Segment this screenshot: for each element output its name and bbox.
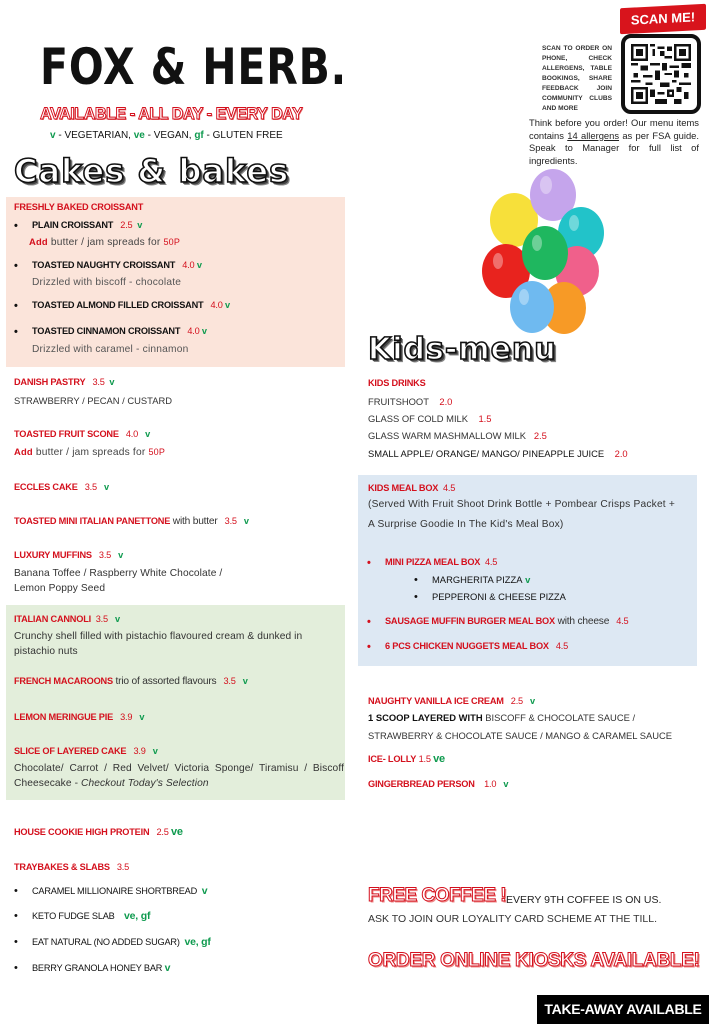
drink-item: FRUITSHOOT 2.0	[368, 396, 453, 407]
availability-banner: AVAILABLE - ALL DAY - EVERY DAY	[40, 104, 303, 123]
legend-v: v	[50, 130, 56, 141]
legend-gf-label: - GLUTEN FREE	[203, 130, 283, 141]
legend-ve-label: - VEGAN,	[144, 130, 195, 141]
scan-description: SCAN TO ORDER ON PHONE, CHECK ALLERGENS, TABLE BOOKINGS, SHARE FEEDBACK JOIN COMMUNITY CLUBS AND MORE	[542, 45, 612, 112]
allergen-count: 14 allergens	[567, 129, 620, 141]
free-coffee-heading: FREE COFFEE !	[368, 885, 507, 906]
menu-item-eccles: ECCLES CAKE 3.5 v	[14, 482, 109, 492]
menu-item-panettone: TOASTED MINI ITALIAN PANETTONE with butter 3.5 v	[14, 516, 249, 527]
drink-item: GLASS OF COLD MILK 1.5	[368, 413, 492, 424]
meal-box-note-2: A Surprise Goodie In The Kid's Meal Box)	[368, 519, 564, 530]
menu-item-macaroons: FRENCH MACAROONS trio of assorted flavours 3.5 v	[14, 676, 248, 687]
menu-item-gingerbread: GINGERBREAD PERSON 1.0 v	[368, 779, 509, 789]
item-note: Chocolate/ Carrot / Red Velvet/ Victoria Sponge/ Tiramisu / Biscoff Cheesecake - Checkout Today's Selection	[14, 763, 344, 789]
croissant-section-title: FRESHLY BAKED CROISSANT	[14, 202, 144, 212]
cakes-heading: Cakes & bakes	[14, 152, 290, 190]
ice-cream-note-1: 1 SCOOP LAYERED WITH BISCOFF & CHOCOLATE SAUCE /	[368, 712, 636, 723]
menu-item-meringue: LEMON MERINGUE PIE 3.9 v	[14, 712, 145, 722]
menu-item-danish: DANISH PASTRY 3.5 v	[14, 377, 115, 387]
scan-me-banner: SCAN ME!	[620, 4, 706, 35]
menu-item-ice-lolly: ICE- LOLLY 1.5 ve	[368, 753, 445, 765]
list-item: • CARAMEL MILLIONAIRE SHORTBREAD v	[32, 885, 207, 897]
menu-item: • TOASTED ALMOND FILLED CROISSANT 4.0 v	[32, 300, 230, 310]
drink-item: GLASS WARM MASHMALLOW MILK 2.5	[368, 430, 547, 441]
menu-item: • TOASTED NAUGHTY CROISSANT 4.0 v	[32, 260, 202, 270]
free-coffee-text: EVERY 9TH COFFEE IS ON US.	[506, 894, 662, 906]
kids-heading: Kids-menu	[368, 332, 557, 367]
item-note: Crunchy shell filled with pistachio flavoured cream & dunked in pistachio nuts	[14, 631, 303, 657]
item-note: Add butter / jam spreads for 50P	[14, 446, 166, 458]
kids-meal-box-title: KIDS MEAL BOX 4.5	[368, 483, 456, 493]
list-item: • EAT NATURAL (NO ADDED SUGAR) ve, gf	[32, 936, 211, 948]
loyalty-text: ASK TO JOIN OUR LOYALITY CARD SCHEME AT THE TILL.	[368, 913, 658, 925]
pizza-option: • PEPPERONI & CHEESE PIZZA	[432, 591, 566, 602]
takeaway-badge: TAKE-AWAY AVAILABLE	[537, 995, 709, 1024]
brand-title: FOX & HERB.	[40, 38, 348, 96]
item-note: STRAWBERRY / PECAN / CUSTARD	[14, 395, 173, 406]
item-note: Banana Toffee / Raspberry White Chocolate / Lemon Poppy Seed	[14, 568, 223, 594]
meal-box-note-1: (Served With Fruit Shoot Drink Bottle + Pombear Crisps Packet +	[368, 499, 676, 510]
menu-item-cookie: HOUSE COOKIE HIGH PROTEIN 2.5 ve	[14, 826, 183, 838]
qr-code-icon	[631, 44, 691, 104]
allergen-note: Think before you order! Our menu items contains 14 allergens as per FSA guide. Speak to Manager for full list of ingredients.	[529, 117, 699, 166]
meal-box-item: • MINI PIZZA MEAL BOX 4.5	[385, 557, 497, 567]
legend-v-label: - VEGETARIAN,	[55, 130, 134, 141]
legend-ve: ve	[133, 130, 145, 141]
qr-code[interactable]	[621, 34, 701, 114]
menu-item: • TOASTED CINNAMON CROISSANT 4.0 v	[32, 326, 207, 336]
menu-item: • PLAIN CROISSANT 2.5 v	[32, 220, 142, 230]
menu-item-scone: TOASTED FRUIT SCONE 4.0 v	[14, 429, 150, 439]
menu-item-muffins: LUXURY MUFFINS 3.5 v	[14, 550, 124, 560]
meal-box-item: • SAUSAGE MUFFIN BURGER MEAL BOX with cheese 4.5	[385, 616, 628, 627]
meal-box-item: • 6 PCS CHICKEN NUGGETS MEAL BOX 4.5	[385, 641, 568, 651]
drink-item: SMALL APPLE/ ORANGE/ MANGO/ PINEAPPLE JUICE 2.0	[368, 448, 628, 459]
menu-item-cannoli: ITALIAN CANNOLI 3.5 v	[14, 614, 120, 624]
menu-item-layered-cake: SLICE OF LAYERED CAKE 3.9 v	[14, 746, 158, 756]
list-item: • BERRY GRANOLA HONEY BAR v	[32, 962, 170, 974]
legend-gf: gf	[194, 130, 204, 141]
item-note: Add butter / jam spreads for 50P	[29, 236, 181, 248]
list-item: • KETO FUDGE SLAB ve, gf	[32, 910, 150, 922]
ice-cream-note-2: STRAWBERRY & CHOCOLATE SAUCE / MANGO & CARAMEL SAUCE	[368, 730, 673, 741]
traybakes-title: TRAYBAKES & SLABS 3.5	[14, 862, 130, 872]
item-note: Drizzled with biscoff - chocolate	[32, 277, 182, 288]
balloons-icon	[478, 165, 618, 340]
kiosks-banner: ORDER ONLINE KIOSKS AVAILABLE!	[368, 950, 700, 971]
diet-legend	[50, 130, 283, 141]
pizza-option: • MARGHERITA PIZZA v	[432, 574, 530, 585]
menu-item-ice-cream: NAUGHTY VANILLA ICE CREAM 2.5 v	[368, 696, 535, 706]
item-note: Drizzled with caramel - cinnamon	[32, 344, 189, 355]
kids-drinks-title: KIDS DRINKS	[368, 378, 426, 388]
